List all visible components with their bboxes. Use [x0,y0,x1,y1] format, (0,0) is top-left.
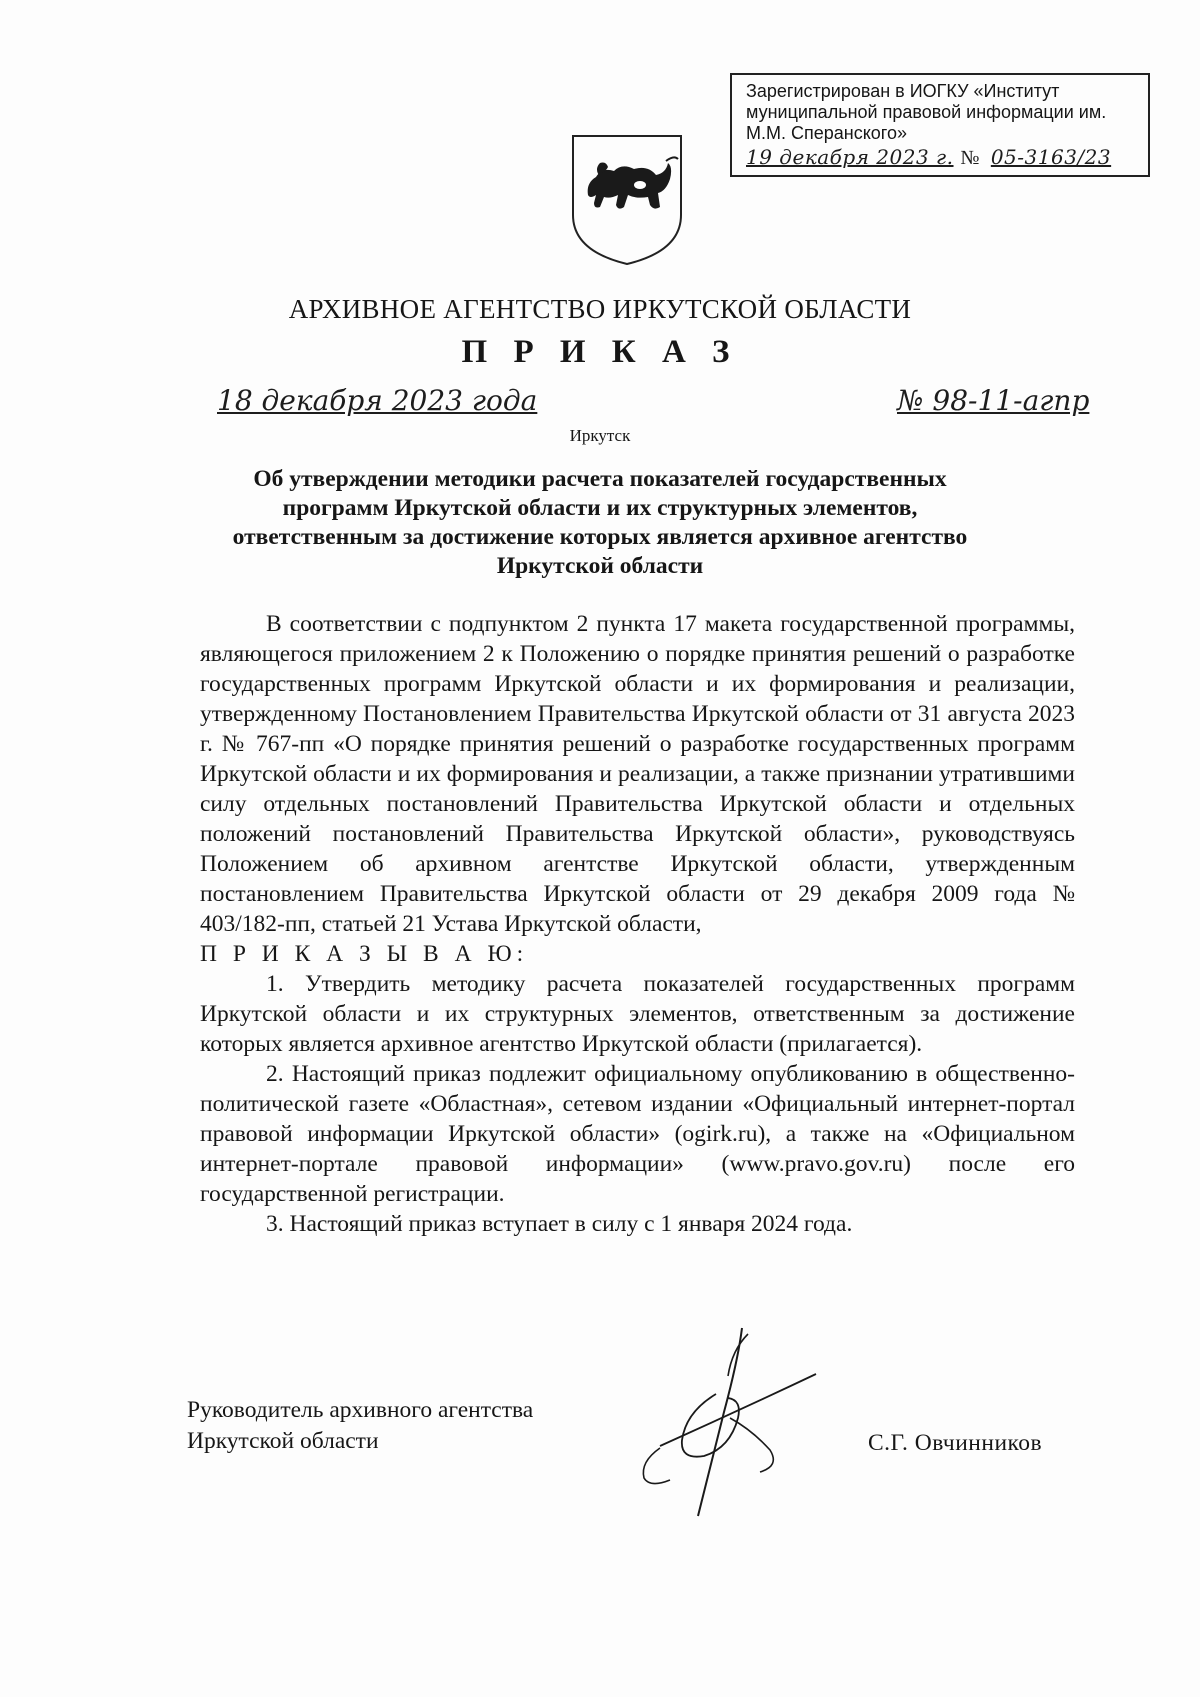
order-item-1: 1. Утвердить методику расчета показателей государственных программ Иркутской области и их структурных элементов, ответственным за достижение которых является архивное агентство Иркутской области (прилагается). [200,971,1075,1057]
order-handwritten-number: № 98-11-агпр [897,384,1090,417]
stamp-handwritten-row [746,145,1111,170]
stamp-line-2: муниципальной правовой информации им. [746,102,1107,122]
signer-position-line-2: Иркутской области [187,1428,379,1454]
stamp-line-3: М.М. Сперанского» [746,123,907,143]
registration-stamp [730,73,1150,177]
order-handwritten-date: 18 декабря 2023 года [217,384,538,417]
order-title: Об утверждении методики расчета показателей государственных программ Иркутской области и их структурных элементов, ответственным за достижение которых является архивное агентство Иркутской области [232,466,968,579]
agency-name: АРХИВНОЕ АГЕНТСТВО ИРКУТСКОЙ ОБЛАСТИ [288,294,912,324]
stamp-line-1: Зарегистрирован в ИОГКУ «Институт [746,81,1060,101]
order-body [200,609,1075,1239]
order-word: П Р И К А З Ы В А Ю: [200,941,529,967]
signer-position [187,1395,533,1457]
handwritten-signature [620,1320,830,1540]
preamble-paragraph: В соответствии с подпунктом 2 пункта 17 макета государственной программы, являющегося приложением 2 к Положению о порядке принятия решений о разработке государственных программ Иркутской области и их формирования и реализации, утвержденному Постановлением Правительства Иркутской области от 31 августа 2023 г. № 767-пп «О порядке принятия решений о разработке государственных программ Иркутской области и их формирования и реализации, а также признании утратившими силу отдельных постановлений Правительства Иркутской области и отдельных положений постановлений Правительства Иркутской области», руководствуясь Положением об архивном агентстве Иркутской области, утвержденным постановлением Правительства Иркутской области от 29 декабря 2009 года № 403/182-пп, статьей 21 Устава Иркутской области, [200,611,1075,937]
stamp-handwritten-number: 05-3163/23 [990,145,1112,169]
signer-name: С.Г. Овчинников [868,1430,1043,1456]
coat-of-arms-icon [570,133,684,267]
stamp-number-prefix: № [960,147,980,169]
signer-position-line-1: Руководитель архивного агентства [187,1397,534,1423]
order-item-2: 2. Настоящий приказ подлежит официальному опубликованию в общественно-политической газете «Областная», сетевом издании «Официальный интернет-портал правовой информации Иркутской области» (ogirk.ru), а также на «Официальном интернет-портале правовой информации» (www.pravo.gov.ru) после его государственной регистрации. [200,1061,1075,1207]
order-item-3: 3. Настоящий приказ вступает в силу с 1 января 2024 года. [266,1211,853,1237]
stamp-handwritten-date: 19 декабря 2023 г. [746,145,954,169]
document-type: П Р И К А З [461,334,739,370]
city: Иркутск [569,426,631,445]
